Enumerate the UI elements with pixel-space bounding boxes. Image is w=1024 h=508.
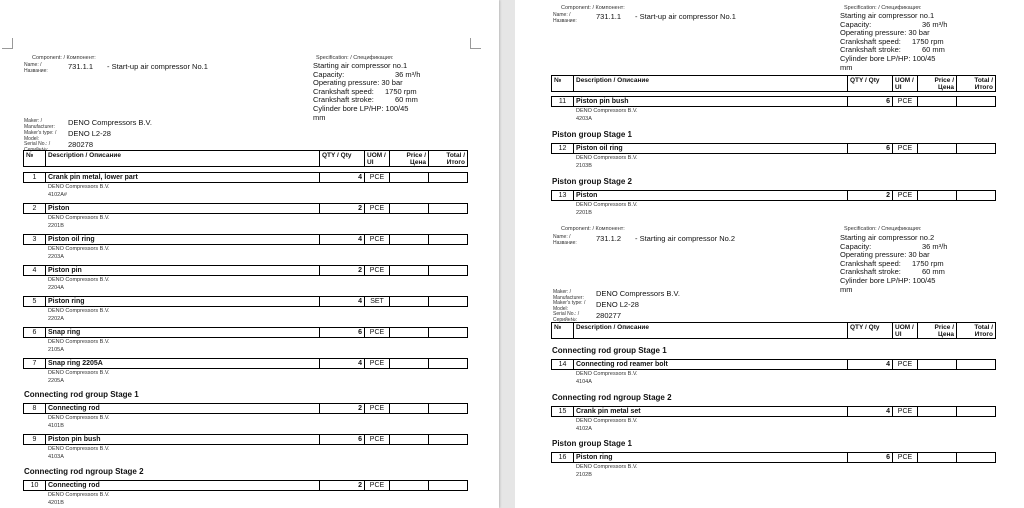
maker-value: DENO Compressors B.V. bbox=[68, 118, 152, 127]
component-title: - Starting air compressor No.2 bbox=[635, 234, 736, 243]
item-price bbox=[390, 435, 429, 444]
item-price bbox=[918, 360, 957, 369]
item-total bbox=[429, 173, 467, 182]
item-uom: PCE bbox=[893, 97, 918, 106]
item-maker: DENO Compressors B.V. bbox=[576, 202, 638, 208]
spec-value: 36 m³/h bbox=[395, 69, 421, 79]
item-description: Piston ring bbox=[574, 453, 848, 462]
group-heading: Piston group Stage 2 bbox=[552, 177, 633, 186]
item-number: 12 bbox=[552, 144, 574, 153]
item-maker: DENO Compressors B.V. bbox=[48, 492, 110, 498]
spec-key: Crankshaft speed: bbox=[840, 36, 901, 46]
item-price bbox=[390, 297, 429, 306]
spec-key: Capacity: bbox=[313, 69, 345, 79]
item-qty: 6 bbox=[848, 453, 893, 462]
group-heading: Connecting rod ngroup Stage 2 bbox=[552, 393, 672, 402]
col-desc-header: Description / Описание bbox=[574, 76, 848, 91]
item-qty: 2 bbox=[320, 266, 365, 275]
item-uom: PCE bbox=[893, 144, 918, 153]
serial-label: Serial No.: / Серийн№: bbox=[24, 141, 51, 153]
item-maker: DENO Compressors B.V. bbox=[48, 308, 110, 314]
spec-value: 60 mm bbox=[922, 267, 945, 277]
component-number: 731.1.1 bbox=[596, 12, 622, 21]
spec-key: Crankshaft stroke: bbox=[840, 45, 901, 55]
col-qty-header: QTY / Qty bbox=[848, 323, 893, 338]
table-header bbox=[551, 75, 996, 92]
table-row bbox=[23, 403, 468, 414]
item-qty: 2 bbox=[848, 191, 893, 200]
table-header bbox=[23, 150, 468, 167]
specification-label: Specification: / Спецификация: bbox=[316, 55, 394, 61]
item-number: 10 bbox=[24, 481, 46, 490]
col-price-header: Price / Цена bbox=[918, 323, 957, 338]
item-maker: DENO Compressors B.V. bbox=[48, 184, 110, 190]
item-total bbox=[429, 359, 467, 368]
item-maker: DENO Compressors B.V. bbox=[48, 370, 110, 376]
spec-key: Crankshaft speed: bbox=[840, 258, 901, 268]
item-description: Snap ring bbox=[46, 328, 320, 337]
spec-line: Operating pressure: 30 bar bbox=[840, 250, 930, 260]
name-label: Name: / Название: bbox=[553, 234, 577, 246]
item-number: 13 bbox=[552, 191, 574, 200]
item-number: 4 bbox=[24, 266, 46, 275]
spec-value: 1750 rpm bbox=[912, 258, 944, 268]
item-code: 4103A bbox=[48, 454, 64, 460]
component-number: 731.1.1 bbox=[68, 62, 94, 71]
specification-block bbox=[313, 62, 463, 122]
col-qty-header: QTY / Qty bbox=[848, 76, 893, 91]
makers-type-label: Maker's type: / Model: bbox=[24, 130, 57, 142]
col-no-header: № bbox=[24, 151, 46, 166]
item-maker: DENO Compressors B.V. bbox=[576, 108, 638, 114]
item-total bbox=[957, 97, 995, 106]
spec-key: Crankshaft stroke: bbox=[313, 95, 374, 105]
item-description: Piston bbox=[574, 191, 848, 200]
page-gap bbox=[499, 0, 515, 508]
item-total bbox=[957, 407, 995, 416]
item-code: 2105A bbox=[48, 347, 64, 353]
table-header bbox=[551, 322, 996, 339]
item-qty: 4 bbox=[848, 360, 893, 369]
spec-key: Capacity: bbox=[840, 19, 872, 29]
col-uom-header: UOM / UI bbox=[893, 323, 918, 338]
item-uom: PCE bbox=[365, 235, 390, 244]
makers-type-value: DENO L2-28 bbox=[68, 129, 111, 138]
item-uom: PCE bbox=[893, 360, 918, 369]
makers-type-label: Maker's type: / Model: bbox=[553, 300, 586, 312]
item-qty: 4 bbox=[320, 235, 365, 244]
spec-value: 1750 rpm bbox=[385, 86, 417, 96]
name-label: Name: / Название: bbox=[553, 12, 577, 24]
table-row bbox=[23, 172, 468, 183]
item-price bbox=[390, 328, 429, 337]
item-code: 2205A bbox=[48, 378, 64, 384]
item-description: Piston pin bush bbox=[574, 97, 848, 106]
item-code: 4102A# bbox=[48, 192, 67, 198]
table-row bbox=[551, 359, 996, 370]
document-page-1 bbox=[0, 0, 499, 508]
item-price bbox=[390, 266, 429, 275]
item-qty: 2 bbox=[320, 204, 365, 213]
item-price bbox=[390, 359, 429, 368]
spec-line: Starting air compressor no.1 bbox=[313, 61, 408, 70]
item-description: Piston oil ring bbox=[46, 235, 320, 244]
item-total bbox=[429, 204, 467, 213]
item-uom: PCE bbox=[365, 435, 390, 444]
serial-value: 280278 bbox=[68, 140, 94, 149]
item-uom: PCE bbox=[893, 407, 918, 416]
spec-key: Capacity: bbox=[840, 241, 872, 251]
item-number: 2 bbox=[24, 204, 46, 213]
maker-label: Maker: / Manufacturer: bbox=[553, 289, 584, 301]
col-price-header: Price / Цена bbox=[390, 151, 429, 166]
item-price bbox=[390, 173, 429, 182]
spec-value: 36 m³/h bbox=[922, 241, 948, 251]
item-uom: PCE bbox=[365, 173, 390, 182]
item-number: 11 bbox=[552, 97, 574, 106]
maker-label: Maker: / Manufacturer: bbox=[24, 118, 55, 130]
item-number: 1 bbox=[24, 173, 46, 182]
item-maker: DENO Compressors B.V. bbox=[48, 446, 110, 452]
table-row bbox=[551, 143, 996, 154]
item-uom: PCE bbox=[893, 453, 918, 462]
item-description: Piston ring bbox=[46, 297, 320, 306]
table-row bbox=[23, 358, 468, 369]
item-qty: 4 bbox=[320, 359, 365, 368]
item-uom: PCE bbox=[365, 328, 390, 337]
spec-line: Starting air compressor no.1 bbox=[840, 11, 935, 20]
table-row bbox=[551, 190, 996, 201]
maker-value: DENO Compressors B.V. bbox=[596, 289, 680, 298]
item-total bbox=[429, 235, 467, 244]
item-code: 4201B bbox=[48, 500, 64, 506]
specification-block bbox=[840, 12, 990, 72]
table-row bbox=[551, 406, 996, 417]
item-qty: 6 bbox=[848, 97, 893, 106]
item-description: Crank pin metal set bbox=[574, 407, 848, 416]
item-price bbox=[390, 481, 429, 490]
item-code: 4102A bbox=[576, 426, 592, 432]
item-code: 2202A bbox=[48, 316, 64, 322]
item-price bbox=[918, 97, 957, 106]
component-label: Component: / Компонент: bbox=[561, 226, 625, 232]
group-heading: Connecting rod group Stage 1 bbox=[24, 390, 139, 399]
spec-line: Operating pressure: 30 bar bbox=[313, 78, 403, 88]
item-uom: PCE bbox=[893, 191, 918, 200]
col-total-header: Total / Итого bbox=[974, 324, 993, 338]
item-maker: DENO Compressors B.V. bbox=[576, 418, 638, 424]
item-total bbox=[429, 328, 467, 337]
item-total bbox=[429, 266, 467, 275]
spec-line: Cylinder bore LP/HP: 100/45 bbox=[840, 53, 936, 63]
serial-value: 280277 bbox=[596, 311, 622, 320]
item-maker: DENO Compressors B.V. bbox=[48, 339, 110, 345]
document-page-2 bbox=[515, 0, 1024, 508]
specification-label: Specification: / Спецификация: bbox=[844, 5, 922, 11]
item-total bbox=[429, 297, 467, 306]
spec-value: 60 mm bbox=[922, 45, 945, 55]
item-description: Connecting rod bbox=[46, 481, 320, 490]
specification-block bbox=[840, 234, 990, 294]
item-total bbox=[957, 453, 995, 462]
item-uom: PCE bbox=[365, 266, 390, 275]
item-qty: 6 bbox=[320, 435, 365, 444]
group-heading: Piston group Stage 1 bbox=[552, 439, 633, 448]
item-number: 15 bbox=[552, 407, 574, 416]
item-qty: 2 bbox=[320, 404, 365, 413]
item-code: 4104A bbox=[576, 379, 592, 385]
item-qty: 4 bbox=[848, 407, 893, 416]
item-maker: DENO Compressors B.V. bbox=[48, 246, 110, 252]
item-description: Piston pin bush bbox=[46, 435, 320, 444]
col-qty-header: QTY / Qty bbox=[320, 151, 365, 166]
item-qty: 6 bbox=[320, 328, 365, 337]
item-code: 2203A bbox=[48, 254, 64, 260]
name-label: Name: / Название: bbox=[24, 62, 48, 74]
item-code: 2102B bbox=[576, 472, 592, 478]
col-desc-header: Description / Описание bbox=[574, 323, 848, 338]
group-heading: Connecting rod ngroup Stage 2 bbox=[24, 467, 144, 476]
table-row bbox=[23, 480, 468, 491]
item-description: Connecting rod bbox=[46, 404, 320, 413]
item-maker: DENO Compressors B.V. bbox=[48, 277, 110, 283]
item-number: 5 bbox=[24, 297, 46, 306]
serial-label: Serial No.: / Серийн№: bbox=[553, 311, 580, 323]
group-heading: Connecting rod group Stage 1 bbox=[552, 346, 667, 355]
item-total bbox=[429, 435, 467, 444]
item-number: 8 bbox=[24, 404, 46, 413]
item-total bbox=[957, 144, 995, 153]
col-uom-header: UOM / UI bbox=[893, 76, 918, 91]
spec-line: Operating pressure: 30 bar bbox=[840, 28, 930, 38]
spec-key: Crankshaft stroke: bbox=[840, 267, 901, 277]
item-number: 16 bbox=[552, 453, 574, 462]
spec-line: mm bbox=[840, 62, 853, 72]
col-no-header: № bbox=[552, 323, 574, 338]
item-qty: 6 bbox=[848, 144, 893, 153]
makers-type-value: DENO L2-28 bbox=[596, 300, 639, 309]
col-no-header: № bbox=[552, 76, 574, 91]
item-code: 4101B bbox=[48, 423, 64, 429]
col-total-header: Total / Итого bbox=[974, 77, 993, 91]
item-description: Crank pin metal, lower part bbox=[46, 173, 320, 182]
item-code: 2201B bbox=[576, 210, 592, 216]
item-price bbox=[918, 144, 957, 153]
col-total-header: Total / Итого bbox=[446, 152, 465, 166]
table-row bbox=[23, 234, 468, 245]
item-maker: DENO Compressors B.V. bbox=[48, 415, 110, 421]
item-number: 9 bbox=[24, 435, 46, 444]
item-description: Piston oil ring bbox=[574, 144, 848, 153]
table-row bbox=[23, 327, 468, 338]
item-price bbox=[390, 235, 429, 244]
component-title: - Start-up air compressor No.1 bbox=[107, 62, 208, 71]
col-uom-header: UOM / UI bbox=[365, 151, 390, 166]
item-code: 2201B bbox=[48, 223, 64, 229]
spec-line: Cylinder bore LP/HP: 100/45 bbox=[840, 275, 936, 285]
item-price bbox=[918, 191, 957, 200]
table-row bbox=[23, 434, 468, 445]
crop-mark bbox=[2, 38, 13, 49]
item-description: Connecting rod reamer bolt bbox=[574, 360, 848, 369]
group-heading: Piston group Stage 1 bbox=[552, 130, 633, 139]
item-total bbox=[429, 481, 467, 490]
item-maker: DENO Compressors B.V. bbox=[576, 464, 638, 470]
item-price bbox=[390, 404, 429, 413]
component-label: Component: / Компонент: bbox=[32, 55, 96, 61]
item-number: 7 bbox=[24, 359, 46, 368]
item-price bbox=[918, 453, 957, 462]
table-row bbox=[551, 452, 996, 463]
item-total bbox=[957, 360, 995, 369]
item-number: 14 bbox=[552, 360, 574, 369]
spec-value: 60 mm bbox=[395, 95, 418, 105]
table-row bbox=[23, 265, 468, 276]
item-description: Piston pin bbox=[46, 266, 320, 275]
item-code: 2103B bbox=[576, 163, 592, 169]
spec-line: mm bbox=[313, 112, 326, 122]
spec-value: 1750 rpm bbox=[912, 36, 944, 46]
item-uom: PCE bbox=[365, 404, 390, 413]
crop-mark bbox=[470, 38, 481, 49]
item-maker: DENO Compressors B.V. bbox=[48, 215, 110, 221]
item-uom: PCE bbox=[365, 359, 390, 368]
spec-line: Cylinder bore LP/HP: 100/45 bbox=[313, 103, 409, 113]
item-uom: PCE bbox=[365, 481, 390, 490]
item-qty: 4 bbox=[320, 297, 365, 306]
item-maker: DENO Compressors B.V. bbox=[576, 155, 638, 161]
spec-line: mm bbox=[840, 284, 853, 294]
item-uom: PCE bbox=[365, 204, 390, 213]
item-number: 3 bbox=[24, 235, 46, 244]
spec-line: Starting air compressor no.2 bbox=[840, 233, 935, 242]
item-price bbox=[918, 407, 957, 416]
item-description: Snap ring 2205A bbox=[46, 359, 320, 368]
item-number: 6 bbox=[24, 328, 46, 337]
item-total bbox=[429, 404, 467, 413]
item-code: 2204A bbox=[48, 285, 64, 291]
table-row bbox=[23, 203, 468, 214]
col-price-header: Price / Цена bbox=[918, 76, 957, 91]
table-row bbox=[23, 296, 468, 307]
item-qty: 2 bbox=[320, 481, 365, 490]
item-qty: 4 bbox=[320, 173, 365, 182]
item-total bbox=[957, 191, 995, 200]
component-title: - Start-up air compressor No.1 bbox=[635, 12, 736, 21]
item-price bbox=[390, 204, 429, 213]
item-code: 4203A bbox=[576, 116, 592, 122]
specification-label: Specification: / Спецификация: bbox=[844, 226, 922, 232]
component-label: Component: / Компонент: bbox=[561, 5, 625, 11]
item-uom: SET bbox=[365, 297, 390, 306]
component-number: 731.1.2 bbox=[596, 234, 622, 243]
spec-value: 36 m³/h bbox=[922, 19, 948, 29]
item-maker: DENO Compressors B.V. bbox=[576, 371, 638, 377]
item-description: Piston bbox=[46, 204, 320, 213]
spec-key: Crankshaft speed: bbox=[313, 86, 374, 96]
table-row bbox=[551, 96, 996, 107]
col-desc-header: Description / Описание bbox=[46, 151, 320, 166]
